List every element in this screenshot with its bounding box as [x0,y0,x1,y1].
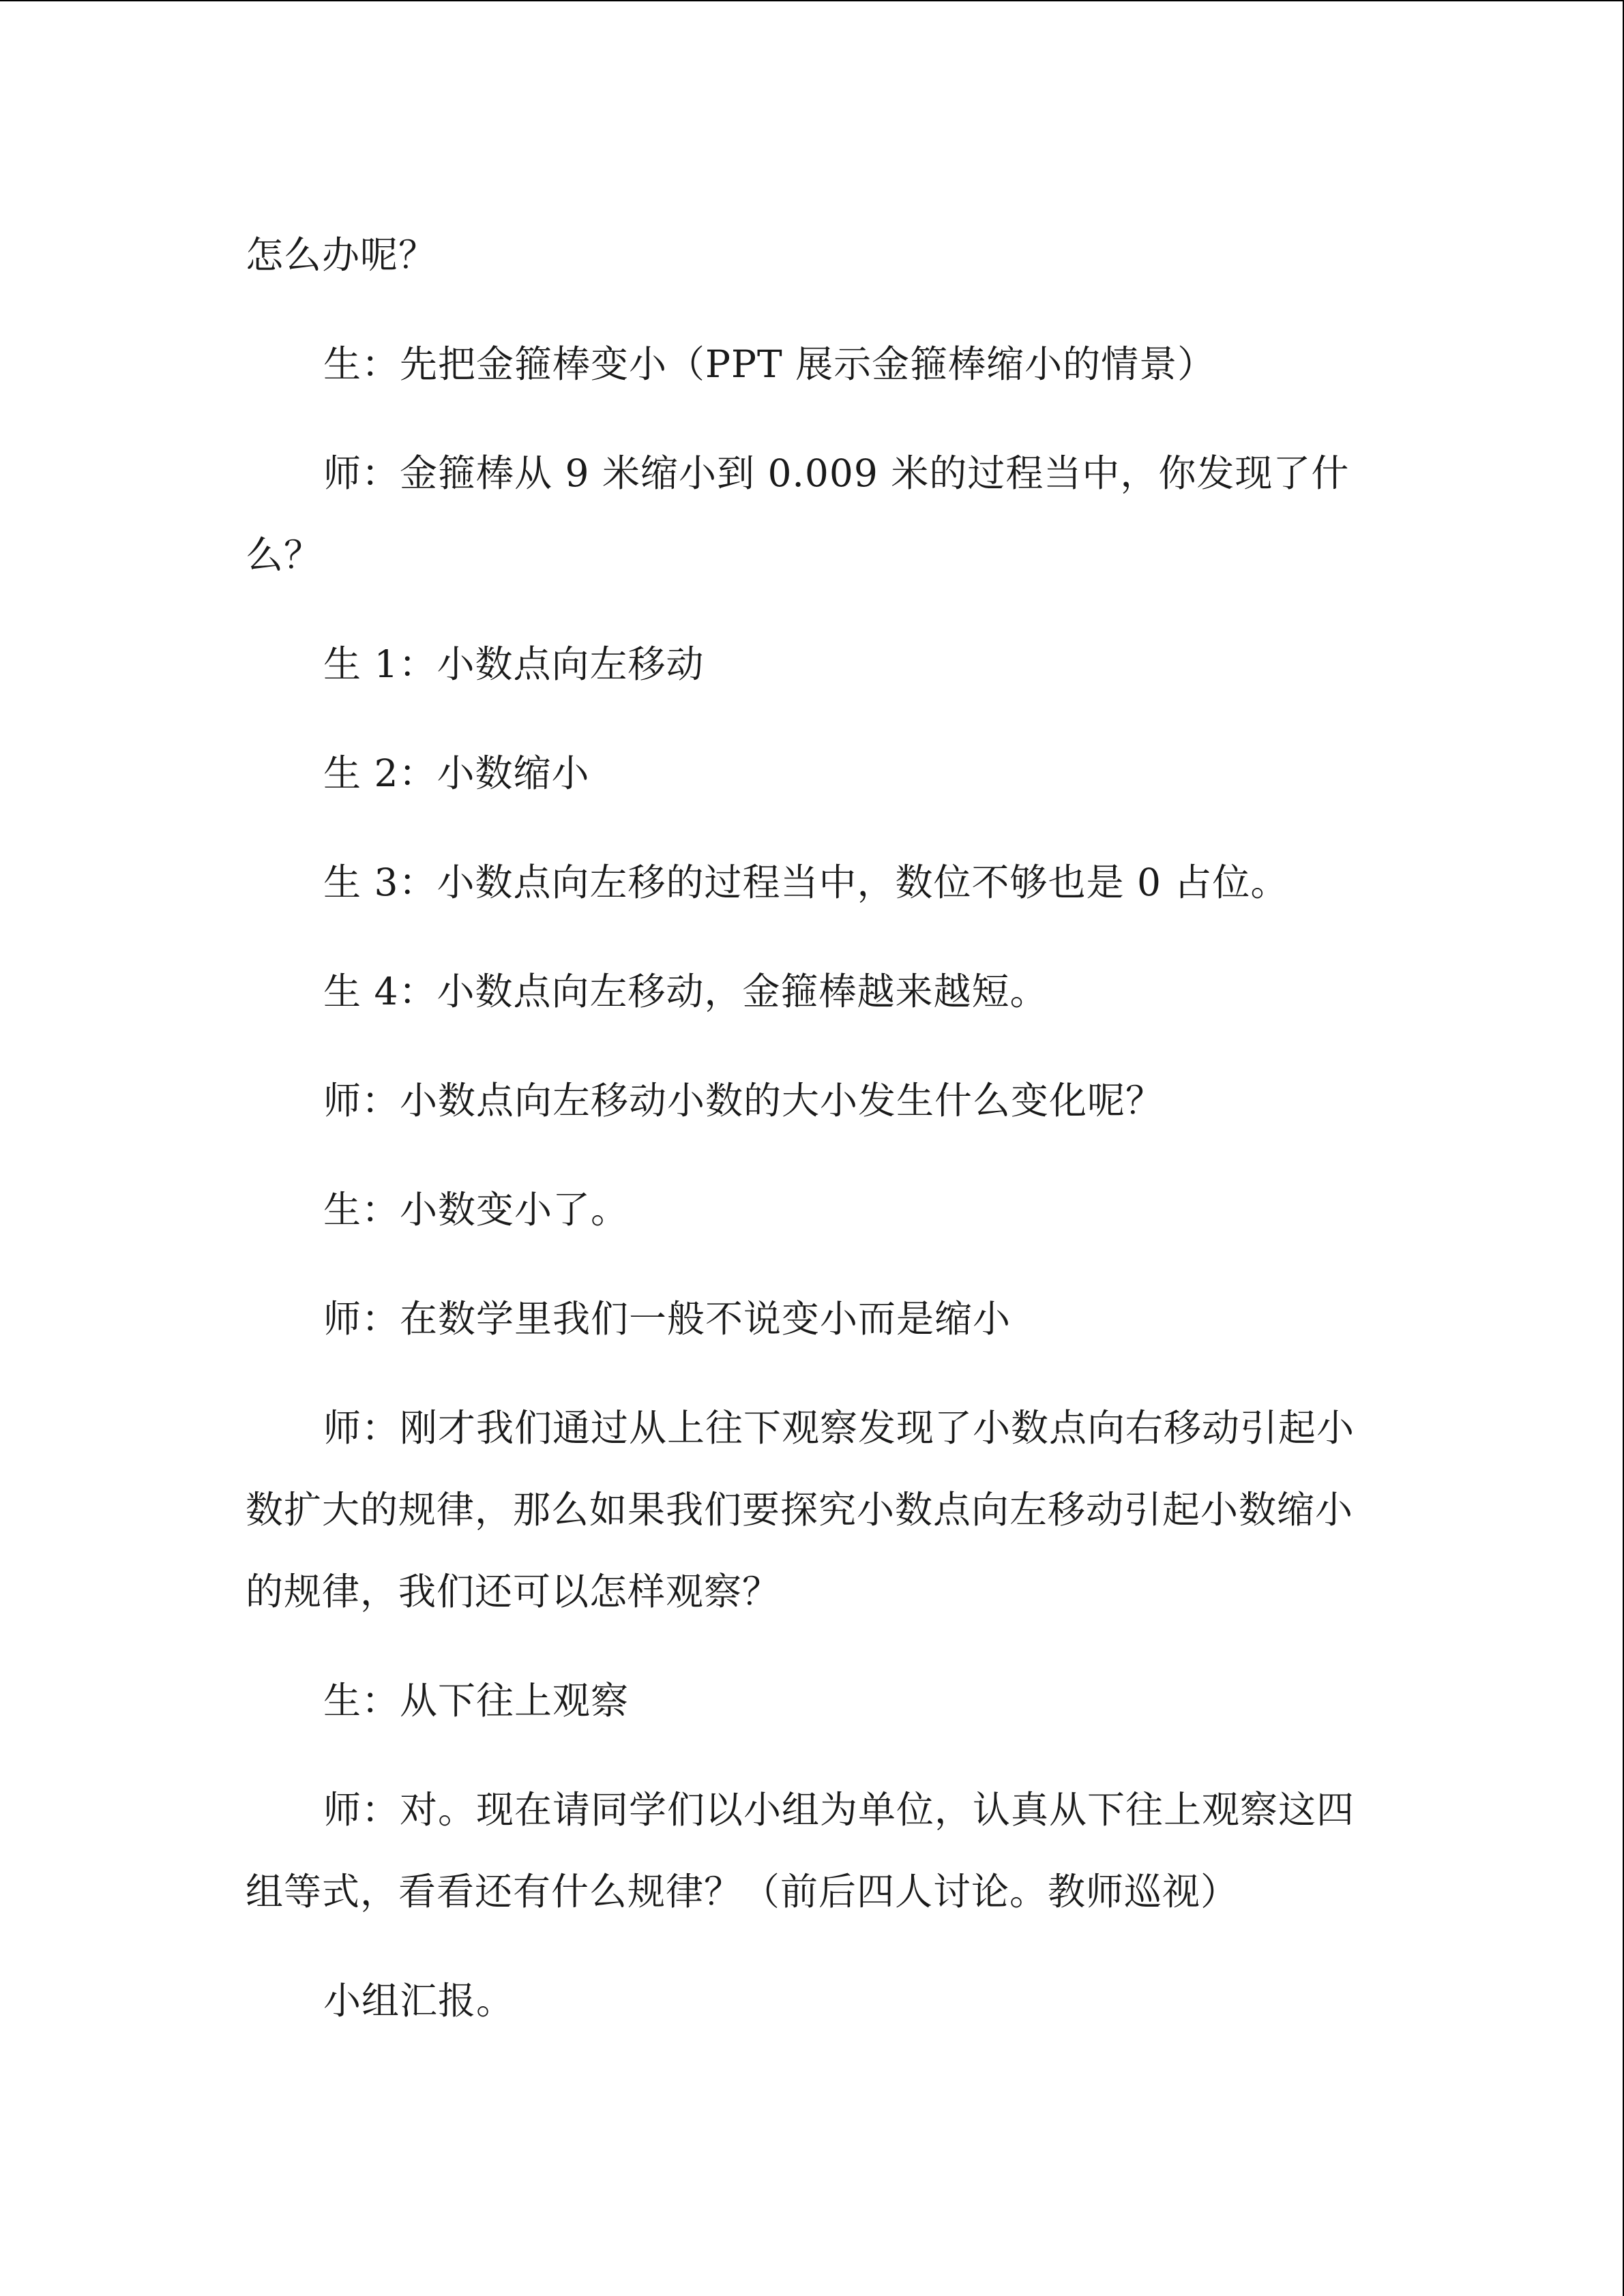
paragraph-13: 师：对。现在请同学们以小组为单位，认真从下往上观察这四组等式，看看还有什么规律？（前后四人讨论。教师巡视） [246,1788,1355,1913]
paragraph-10: 师：在数学里我们一般不说变小而是缩小 [323,1297,1012,1341]
paragraph-1: 怎么办呢？ [246,233,437,277]
paragraph-11: 师：刚才我们通过从上往下观察发现了小数点向右移动引起小数扩大的规律，那么如果我们要探究小数点向左移动引起小数缩小的规律，我们还可以怎样观察？ [246,1406,1355,1613]
paragraph-7: 生 4：小数点向左移动，金箍棒越来越短。 [323,970,1048,1013]
document-body [246,214,1378,2069]
paragraph-14: 小组汇报。 [323,1979,515,2023]
paragraph-6: 生 3：小数点向左移的过程当中，数位不够也是 0 占位。 [323,861,1289,904]
paragraph-9: 生：小数变小了。 [323,1188,630,1232]
paragraph-4: 生 1：小数点向左移动 [323,642,705,686]
paragraph-2: 生：先把金箍棒变小（PPT 展示金箍棒缩小的情景） [323,342,1216,386]
paragraph-12: 生：从下往上观察 [323,1679,630,1723]
paragraph-3: 师：金箍棒从 9 米缩小到 0.009 米的过程当中，你发现了什么？ [246,451,1350,577]
paragraph-5: 生 2：小数缩小 [323,751,590,795]
paragraph-8: 师：小数点向左移动小数的大小发生什么变化呢？ [323,1079,1164,1122]
